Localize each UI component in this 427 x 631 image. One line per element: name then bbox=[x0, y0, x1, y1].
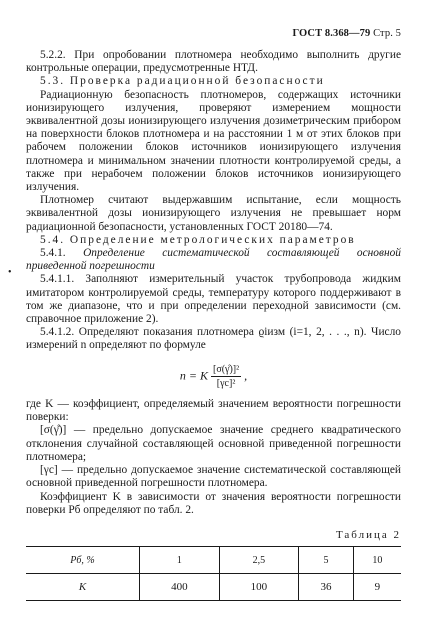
section-5-4-1-title bbox=[26, 247, 401, 273]
table-cell: 9 bbox=[353, 574, 401, 601]
standard-number: ГОСТ 8.368—79 bbox=[292, 28, 371, 39]
section-5-4-title: 5.4. Определение метрологических параметров bbox=[40, 233, 356, 246]
formula-denominator: [γс]² bbox=[216, 377, 236, 389]
table-cell-label: K bbox=[78, 580, 87, 593]
section-5-4-1-number: 5.4.1. bbox=[40, 247, 66, 260]
page-header bbox=[292, 28, 401, 39]
formula-lhs: n = K bbox=[179, 368, 208, 383]
table-cell: 5 bbox=[299, 547, 354, 574]
section-5-4-1-heading: Определение систематической составляющей основной приведенной погрешности bbox=[26, 247, 401, 273]
page-number: Стр. 5 bbox=[373, 28, 401, 39]
margin-mark: • bbox=[8, 267, 12, 278]
table-row bbox=[26, 574, 401, 601]
table-title: Таблица 2 bbox=[335, 528, 401, 541]
paragraph-5-2-2: 5.2.2. При опробовании плотномера необходимо выполнить другие контрольные операции, предусмотренные НТД. bbox=[26, 49, 401, 75]
paragraph-gamma-def: [γс] — предельно допускаемое значение систематической составляющей основной приведенной погрешности плотномера. bbox=[26, 464, 401, 490]
formula-fraction bbox=[211, 363, 241, 390]
section-5-3-title: 5.3. Проверка радиационной безопасности bbox=[40, 75, 325, 88]
table-row bbox=[26, 547, 401, 574]
document-body bbox=[26, 49, 401, 601]
table-2 bbox=[26, 546, 401, 601]
table-cell: 400 bbox=[140, 574, 220, 601]
formula-n bbox=[26, 363, 401, 390]
paragraph-5-3: Радиационную безопасность плотномеров, содержащих источники ионизирующего излучения, проверяют измерением мощности эквивалентной дозы ионизирующего излучения дозиметрическим прибором на поверхности блоков плотномера и на расстоянии 1 м от этих блоков при рабочем положении блоков источников ионизирующего излучения плотномера и минимальном значении плотности контролируемой среды, а также при нерабочем положении блоков источников ионизирующего излучения. bbox=[26, 88, 401, 194]
table-cell: 36 bbox=[299, 574, 354, 601]
formula-tail: , bbox=[244, 368, 248, 383]
paragraph-where-k: где K — коэффициент, определяемый значением вероятности погрешности поверки: bbox=[26, 398, 401, 424]
paragraph-5-4-1-1: 5.4.1.1. Заполняют измерительный участок трубопровода жидким имитатором контролируемой среды, температуру которого поддерживают в том же диапазоне, что и при определении переходной зависимости (см. справочное приложение 2). bbox=[26, 273, 401, 326]
table-cell: 2,5 bbox=[219, 547, 299, 574]
paragraph-5-3-result: Плотномер считают выдержавшим испытание, если мощность эквивалентной дозы ионизирующего излучения не превышает норм радиационной безопасности, установленных ГОСТ 20180—74. bbox=[26, 194, 401, 233]
table-cell-label: Pб, % bbox=[26, 547, 140, 574]
formula-numerator: [σ(γ̊)]² bbox=[211, 363, 241, 377]
table-cell: 100 bbox=[219, 574, 299, 601]
paragraph-5-4-1-2: 5.4.1.2. Определяют показания плотномера ϱiизм (i=1, 2, . . ., n). Число измерений n определяют по формуле bbox=[26, 326, 401, 352]
paragraph-sigma-def: [σ(γ̊)] — предельно допускаемое значение среднего квадратического отклонения случайной составляющей основной приведенной погрешности плотномера; bbox=[26, 424, 401, 463]
paragraph-k-table-ref: Коэффициент K в зависимости от значения вероятности погрешности поверки Pб определяют по табл. 2. bbox=[26, 490, 401, 516]
table-cell: 10 bbox=[353, 547, 401, 574]
table-cell: 1 bbox=[140, 547, 220, 574]
